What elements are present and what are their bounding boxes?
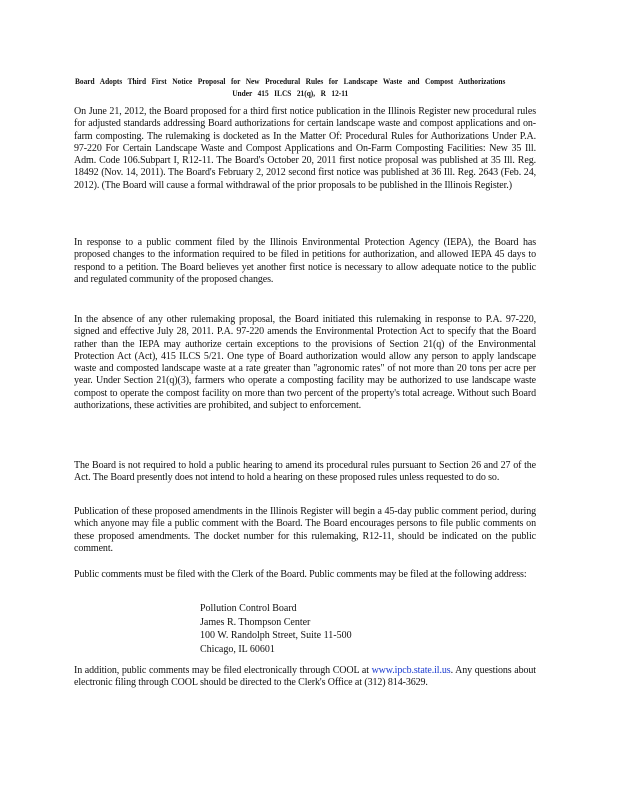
cool-website-link[interactable]: www.ipcb.state.il.us [371,665,451,676]
address-line: Chicago, IL 60601 [200,643,275,655]
paragraph-background: In the absence of any other rulemaking proposal, the Board initiated this rulemaking in response to P.A. 97-220, signed and effective July 28, 2011. P.A. 97-220 amends the Environmental Protection Act to specify that the Board rather than the IEPA may authorize certain exceptions to the provisions of Section 21(q) of the Environmental Protection Act (Act), 415 ILCS 5/21. One type of Board authorization would allow any person to apply landscape waste and composted landscape waste at a rate greater than "agronomic rates" of not more than 20 tons per acre per year. Under Section 21(q)(3), farmers who operate a composting facility may be authorized to use landscape waste compost to operate the compost facility on more than two percent of the property's total acreage. Without such Board authorizations, these activities are prohibited, and subject to enforcement. [74,314,536,412]
address-line: 100 W. Randolph Street, Suite 11-500 [200,630,352,641]
address-line: Pollution Control Board [200,603,297,614]
closing-text: In addition, public comments may be filed electronically through COOL at [74,665,372,676]
paragraph-filing: Public comments must be filed with the Clerk of the Board. Public comments may be filed at the following address: [74,569,527,580]
closing-text-end: . Any questions about electronic filing through COOL should be directed to the Clerk's Office at (312) 814-3629. [74,665,536,689]
paragraph-hearing: The Board is not required to hold a public hearing to amend its procedural rules pursuant to Section 26 and 27 of the Act. The Board presently does not intend to hold a hearing on these proposed rules unless requested to do so. [74,460,536,484]
document-title: Board Adopts Third First Notice Proposal for New Procedural Rules for Landscape Waste and Compost Authorizations Under 415 ILCS 21(q), R 12-11 [75,77,506,98]
paragraph-proposal: On June 21, 2012, the Board proposed for a third first notice publication in the Illinois Register new procedural rules for adjusted standards addressing Board authorizations for certain landscape waste and compost applications and on-farm composting. The rulemaking is docketed as In the Matter Of: Procedural Rules for Authorizations Under P.A. 97-220 For Certain Landscape Waste and Compost Applications and On-Farm Composting Facilities: New 35 Ill. Adm. Code 106.Subpart I, R12-11. The Board's October 20, 2011 first notice proposal was published at 35 Ill. Reg. 18492 (Nov. 14, 2011). The Board's February 2, 2012 second first notice was published at 36 Ill. Reg. 2643 (Feb. 24, 2012). (The Board will cause a formal withdrawal of the prior proposals to be published in the Illinois Register.) [74,106,536,191]
paragraph-electronic-filing [74,665,536,690]
paragraph-iepa-comment: In response to a public comment filed by the Illinois Environmental Protection Agency (IEPA), the Board has proposed changes to the information required to be filed in petitions for authorization, and allowed IEPA 45 days to respond to a petition. The Board believes yet another first notice is necessary to allow adequate notice to the public and regulated community of the proposed changes. [74,237,536,285]
paragraph-comment-period: Publication of these proposed amendments in the Illinois Register will begin a 45-day public comment period, during which anyone may file a public comment with the Board. The Board encourages persons to file public comments on these proposed amendments. The docket number for this rulemaking, R12-11, should be indicated on the public comment. [74,506,536,554]
mailing-address [200,602,352,656]
address-line: James R. Thompson Center [200,616,311,628]
